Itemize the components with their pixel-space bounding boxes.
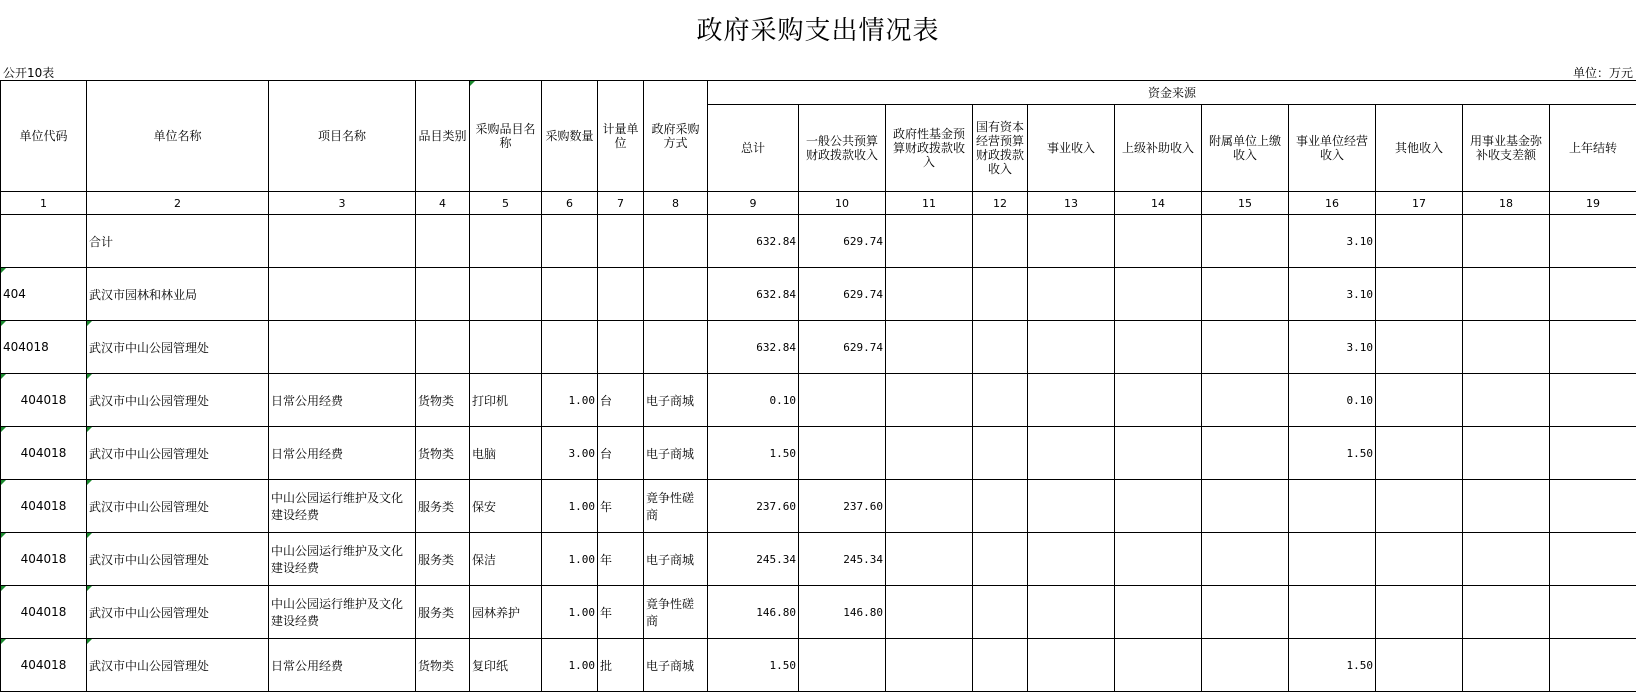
table-cell: 1.50 [708, 639, 799, 692]
table-cell: 中山公园运行维护及文化建设经费 [269, 533, 416, 586]
table-cell [886, 215, 973, 268]
table-cell [1550, 321, 1636, 374]
table-cell [1550, 215, 1636, 268]
table-cell [1550, 374, 1636, 427]
table-id-label: 公开10表 [3, 64, 54, 81]
table-cell: 632.84 [708, 268, 799, 321]
table-cell [1376, 586, 1463, 639]
header-cell: 政府性基金预算财政拨款收入 [886, 105, 973, 192]
table-cell [470, 321, 542, 374]
table-cell [1028, 268, 1115, 321]
header-cell: 品目类别 [416, 81, 470, 192]
table-cell [644, 268, 708, 321]
table-cell [886, 586, 973, 639]
table-cell [1376, 374, 1463, 427]
table-cell [886, 427, 973, 480]
table-cell [1550, 639, 1636, 692]
table-cell: 0.10 [1289, 374, 1376, 427]
column-number-cell: 12 [973, 192, 1028, 215]
table-cell [1376, 639, 1463, 692]
table-cell: 武汉市中山公园管理处 [87, 480, 269, 533]
table-cell: 404018 [1, 639, 87, 692]
table-cell: 竟争性磋商 [644, 586, 708, 639]
table-cell: 日常公用经费 [269, 639, 416, 692]
column-number-cell: 17 [1376, 192, 1463, 215]
table-cell [1202, 586, 1289, 639]
table-cell: 电子商城 [644, 427, 708, 480]
table-cell: 中山公园运行维护及文化建设经费 [269, 480, 416, 533]
table-cell [973, 586, 1028, 639]
table-cell [1028, 215, 1115, 268]
table-cell [1028, 480, 1115, 533]
table-cell [886, 639, 973, 692]
header-cell: 采购品目名称 [470, 81, 542, 192]
header-cell: 上级补助收入 [1115, 105, 1202, 192]
unit-label: 单位：万元 [1573, 64, 1633, 81]
header-cell: 事业收入 [1028, 105, 1115, 192]
table-cell [1028, 427, 1115, 480]
table-cell: 404018 [1, 427, 87, 480]
table-cell: 园林养护 [470, 586, 542, 639]
table-cell: 1.00 [542, 639, 598, 692]
table-cell [973, 533, 1028, 586]
table-cell: 电子商城 [644, 374, 708, 427]
header-cell: 上年结转 [1550, 105, 1636, 192]
table-cell [598, 268, 644, 321]
header-cell: 用事业基金弥补收支差额 [1463, 105, 1550, 192]
table-cell: 保安 [470, 480, 542, 533]
table-cell [799, 374, 886, 427]
table-cell: 1.00 [542, 586, 598, 639]
table-cell [1550, 533, 1636, 586]
table-cell: 0.10 [708, 374, 799, 427]
table-cell: 武汉市园林和林业局 [87, 268, 269, 321]
header-cell: 单位名称 [87, 81, 269, 192]
table-cell: 货物类 [416, 374, 470, 427]
table-cell: 245.34 [799, 533, 886, 586]
table-cell [1115, 639, 1202, 692]
table-cell: 货物类 [416, 427, 470, 480]
table-cell: 1.50 [708, 427, 799, 480]
table-cell [973, 268, 1028, 321]
table-cell [1028, 374, 1115, 427]
table-row [1, 427, 1636, 480]
table-cell: 1.50 [1289, 639, 1376, 692]
table-cell: 404018 [1, 480, 87, 533]
table-cell [1463, 427, 1550, 480]
table-row [1, 480, 1636, 533]
table-cell [1376, 215, 1463, 268]
column-number-cell: 8 [644, 192, 708, 215]
table-cell [1202, 215, 1289, 268]
table-cell: 1.50 [1289, 427, 1376, 480]
table-cell: 404018 [1, 321, 87, 374]
table-cell: 复印纸 [470, 639, 542, 692]
table-cell [1463, 268, 1550, 321]
table-cell [644, 215, 708, 268]
table-cell: 632.84 [708, 321, 799, 374]
table-cell [416, 215, 470, 268]
table-cell [269, 321, 416, 374]
table-cell: 245.34 [708, 533, 799, 586]
table-cell: 日常公用经费 [269, 374, 416, 427]
table-cell [1028, 321, 1115, 374]
column-number-cell: 13 [1028, 192, 1115, 215]
table-cell [1202, 268, 1289, 321]
header-cell: 总计 [708, 105, 799, 192]
table-cell [1463, 215, 1550, 268]
table-cell: 武汉市中山公园管理处 [87, 533, 269, 586]
table-cell [973, 427, 1028, 480]
table-cell: 年 [598, 480, 644, 533]
table-cell [470, 215, 542, 268]
table-cell [973, 215, 1028, 268]
table-cell: 中山公园运行维护及文化建设经费 [269, 586, 416, 639]
table-cell: 武汉市中山公园管理处 [87, 639, 269, 692]
column-number-cell: 9 [708, 192, 799, 215]
header-cell: 项目名称 [269, 81, 416, 192]
table-cell [1463, 321, 1550, 374]
table-cell [799, 427, 886, 480]
table-cell [1115, 480, 1202, 533]
column-number-cell: 5 [470, 192, 542, 215]
table-row [1, 533, 1636, 586]
table-cell: 货物类 [416, 639, 470, 692]
table-cell [1376, 321, 1463, 374]
table-cell [1028, 533, 1115, 586]
table-cell: 146.80 [708, 586, 799, 639]
table-cell [886, 321, 973, 374]
table-cell: 电子商城 [644, 533, 708, 586]
header-row-group [1, 81, 1636, 105]
table-cell [1463, 374, 1550, 427]
header-cell: 国有资本经营预算财政拨款收入 [973, 105, 1028, 192]
table-cell [1202, 427, 1289, 480]
table-cell: 电子商城 [644, 639, 708, 692]
table-cell [416, 321, 470, 374]
table-cell: 武汉市中山公园管理处 [87, 321, 269, 374]
column-number-cell: 7 [598, 192, 644, 215]
table-cell [1463, 586, 1550, 639]
header-cell: 采购数量 [542, 81, 598, 192]
column-number-cell: 16 [1289, 192, 1376, 215]
header-cell: 事业单位经营收入 [1289, 105, 1376, 192]
table-cell [886, 374, 973, 427]
table-cell [1550, 427, 1636, 480]
table-cell: 3.10 [1289, 268, 1376, 321]
column-number-row [1, 192, 1636, 215]
table-cell [542, 321, 598, 374]
table-cell [1376, 268, 1463, 321]
header-cell: 一般公共预算财政拨款收入 [799, 105, 886, 192]
table-cell: 3.10 [1289, 215, 1376, 268]
table-cell [1202, 374, 1289, 427]
table-cell [1289, 533, 1376, 586]
table-cell [1463, 533, 1550, 586]
header-cell: 政府采购方式 [644, 81, 708, 192]
table-cell: 保洁 [470, 533, 542, 586]
column-number-cell: 4 [416, 192, 470, 215]
column-number-cell: 15 [1202, 192, 1289, 215]
table-row [1, 268, 1636, 321]
table-cell: 服务类 [416, 480, 470, 533]
table-cell [1028, 586, 1115, 639]
column-number-cell: 11 [886, 192, 973, 215]
table-cell [1550, 268, 1636, 321]
table-cell: 404 [1, 268, 87, 321]
table-cell [973, 480, 1028, 533]
column-number-cell: 3 [269, 192, 416, 215]
header-cell: 附属单位上缴收入 [1202, 105, 1289, 192]
table-cell [1550, 480, 1636, 533]
table-cell [1202, 639, 1289, 692]
table-cell: 批 [598, 639, 644, 692]
table-cell: 1.00 [542, 374, 598, 427]
table-cell: 1.00 [542, 533, 598, 586]
table-cell: 台 [598, 374, 644, 427]
table-row [1, 321, 1636, 374]
table-cell: 台 [598, 427, 644, 480]
table-cell [1376, 533, 1463, 586]
table-row [1, 374, 1636, 427]
funding-source-header: 资金来源 [708, 81, 1636, 105]
table-cell [644, 321, 708, 374]
table-cell [973, 321, 1028, 374]
table-cell [416, 268, 470, 321]
table-cell: 打印机 [470, 374, 542, 427]
table-cell: 404018 [1, 374, 87, 427]
table-row [1, 215, 1636, 268]
table-cell [1376, 427, 1463, 480]
table-cell: 629.74 [799, 215, 886, 268]
table-cell [886, 533, 973, 586]
table-cell [1202, 321, 1289, 374]
table-cell: 年 [598, 533, 644, 586]
table-cell: 年 [598, 586, 644, 639]
procurement-table [0, 80, 1636, 692]
table-cell: 3.00 [542, 427, 598, 480]
table-cell: 服务类 [416, 586, 470, 639]
table-cell: 629.74 [799, 321, 886, 374]
table-row [1, 586, 1636, 639]
table-cell [1115, 586, 1202, 639]
header-cell: 单位代码 [1, 81, 87, 192]
table-body [1, 215, 1636, 692]
column-number-cell: 2 [87, 192, 269, 215]
table-cell: 146.80 [799, 586, 886, 639]
table-cell [598, 321, 644, 374]
table-cell [973, 374, 1028, 427]
table-cell [542, 215, 598, 268]
table-cell [1115, 215, 1202, 268]
table-cell [598, 215, 644, 268]
table-cell [1463, 639, 1550, 692]
column-number-cell: 10 [799, 192, 886, 215]
table-cell [799, 639, 886, 692]
table-cell: 237.60 [708, 480, 799, 533]
table-cell [1115, 533, 1202, 586]
table-cell: 服务类 [416, 533, 470, 586]
table-cell [470, 268, 542, 321]
table-cell [1289, 586, 1376, 639]
table-cell: 武汉市中山公园管理处 [87, 586, 269, 639]
table-cell [1202, 480, 1289, 533]
table-cell [1115, 374, 1202, 427]
table-cell: 武汉市中山公园管理处 [87, 427, 269, 480]
table-cell [1550, 586, 1636, 639]
table-cell: 1.00 [542, 480, 598, 533]
table-cell [886, 480, 973, 533]
header-cell: 其他收入 [1376, 105, 1463, 192]
table-cell [973, 639, 1028, 692]
table-cell [1115, 268, 1202, 321]
table-row [1, 639, 1636, 692]
table-cell: 武汉市中山公园管理处 [87, 374, 269, 427]
table-cell [886, 268, 973, 321]
column-number-cell: 14 [1115, 192, 1202, 215]
column-number-cell: 1 [1, 192, 87, 215]
table-cell: 629.74 [799, 268, 886, 321]
table-cell [269, 215, 416, 268]
table-cell [1115, 321, 1202, 374]
table-cell: 237.60 [799, 480, 886, 533]
table-cell: 竟争性磋商 [644, 480, 708, 533]
column-number-cell: 19 [1550, 192, 1636, 215]
table-cell: 3.10 [1289, 321, 1376, 374]
table-cell: 合计 [87, 215, 269, 268]
table-cell [1376, 480, 1463, 533]
table-cell: 日常公用经费 [269, 427, 416, 480]
table-cell: 电脑 [470, 427, 542, 480]
table-cell: 404018 [1, 533, 87, 586]
table-cell [1202, 533, 1289, 586]
page-title: 政府采购支出情况表 [0, 10, 1636, 47]
column-number-cell: 18 [1463, 192, 1550, 215]
table-cell [1463, 480, 1550, 533]
table-cell [1289, 480, 1376, 533]
table-cell [269, 268, 416, 321]
table-cell: 404018 [1, 586, 87, 639]
table-cell [542, 268, 598, 321]
header-cell: 计量单位 [598, 81, 644, 192]
table-cell [1028, 639, 1115, 692]
table-cell [1, 215, 87, 268]
column-number-cell: 6 [542, 192, 598, 215]
table-cell [1115, 427, 1202, 480]
table-cell: 632.84 [708, 215, 799, 268]
